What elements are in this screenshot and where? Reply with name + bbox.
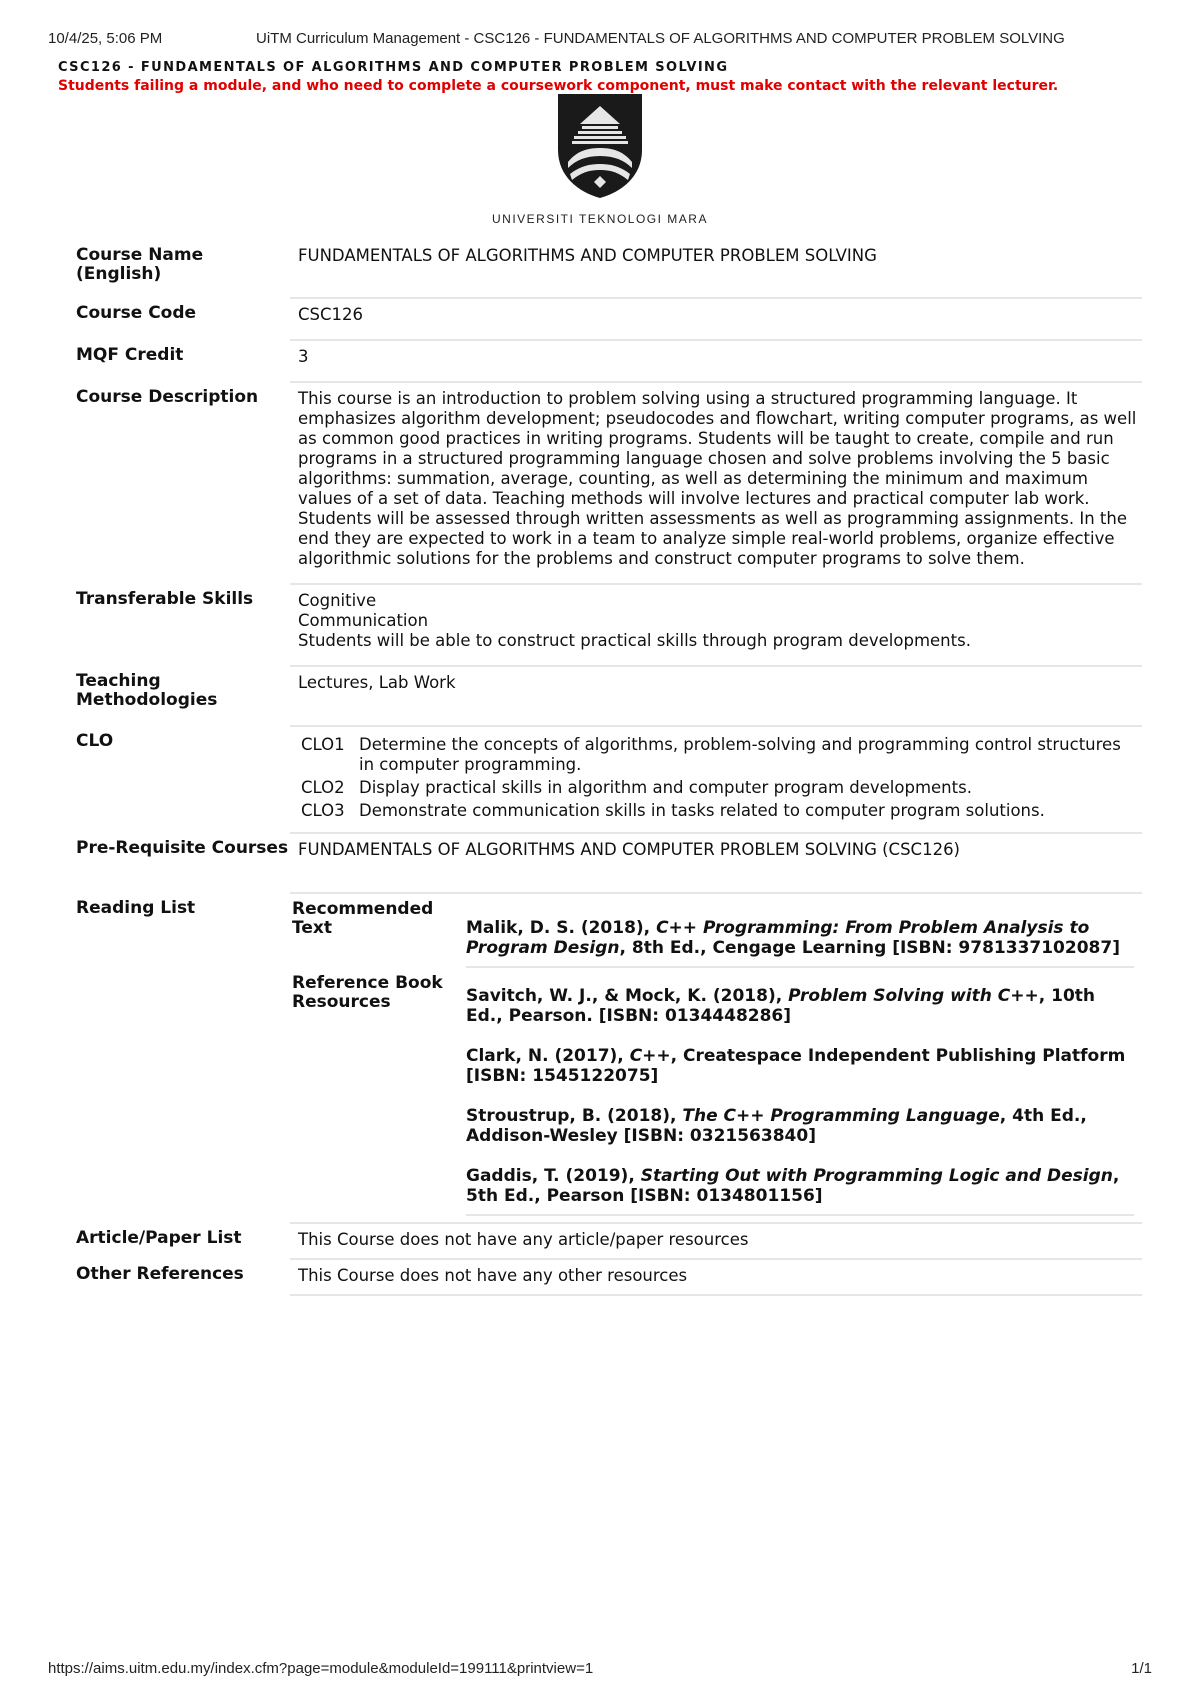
divider xyxy=(466,1214,1134,1216)
clo-item xyxy=(298,801,1138,824)
clo-label: CLO xyxy=(76,731,114,751)
course-name-value: FUNDAMENTALS OF ALGORITHMS AND COMPUTER PROBLEM SOLVING xyxy=(290,240,1142,298)
transferable-skills-label: Transferable Skills xyxy=(76,589,254,609)
warning-notice: Students failing a module, and who need to complete a coursework component, must make contact with the relevant lecturer. xyxy=(58,78,1059,94)
book-title: C++ Programming: From Problem Analysis to Program Design xyxy=(466,918,1090,958)
page-number: 1/1 xyxy=(1131,1660,1152,1677)
clo-text: Display practical skills in algorithm and computer program developments. xyxy=(359,778,972,797)
book-title: Starting Out with Programming Logic and Design xyxy=(640,1166,1113,1186)
row-teaching-methodologies xyxy=(70,666,1142,726)
skill-item: Cognitive xyxy=(298,591,377,610)
course-name-label: Course Name (English) xyxy=(76,245,204,284)
clo-text: Determine the concepts of algorithms, problem-solving and programming control structures in computer programming. xyxy=(359,735,1121,774)
row-article-list xyxy=(70,1223,1142,1259)
row-clo xyxy=(70,726,1142,833)
document-header xyxy=(58,60,1160,94)
mqf-credit-value: 3 xyxy=(290,340,1142,382)
mqf-credit-label: MQF Credit xyxy=(76,345,184,365)
clo-value xyxy=(290,726,1142,833)
course-details-table xyxy=(70,240,1142,1296)
book-title: The C++ Programming Language xyxy=(682,1106,1000,1126)
prerequisite-label: Pre-Requisite Courses xyxy=(76,838,289,858)
print-page-title: UiTM Curriculum Management - CSC126 - FUNDAMENTALS OF ALGORITHMS AND COMPUTER PROBLEM SOLVING xyxy=(256,30,1065,47)
other-references-value: This Course does not have any other resources xyxy=(290,1259,1142,1295)
article-list-label: Article/Paper List xyxy=(76,1228,242,1248)
clo-code: CLO1 xyxy=(301,735,345,754)
book-entry: Gaddis, T. (2019), Starting Out with Programming Logic and Design, 5th Ed., Pearson [ISBN: 0134801156] xyxy=(466,1166,1120,1206)
row-transferable-skills xyxy=(70,584,1142,666)
book-entry: Savitch, W. J., & Mock, K. (2018), Problem Solving with C++, 10th Ed., Pearson. [ISBN: 0134448286] xyxy=(466,986,1096,1026)
clo-item xyxy=(298,778,1138,801)
university-logo xyxy=(0,92,1200,200)
reading-list-label: Reading List xyxy=(76,898,196,918)
clo-item xyxy=(298,735,1138,778)
reference-books-label: Reference Book Resources xyxy=(292,973,443,1012)
article-list-value: This Course does not have any article/paper resources xyxy=(290,1223,1142,1259)
row-reading-list xyxy=(70,893,1142,1223)
reading-list-table xyxy=(290,894,1142,1216)
row-course-code xyxy=(70,298,1142,340)
reference-books-group xyxy=(290,968,1142,1216)
row-other-references xyxy=(70,1259,1142,1295)
clo-list xyxy=(298,735,1138,824)
course-code-value: CSC126 xyxy=(290,298,1142,340)
teaching-methodologies-label: Teaching Methodologies xyxy=(76,671,218,710)
university-name: UNIVERSITI TEKNOLOGI MARA xyxy=(492,212,708,226)
clo-code: CLO2 xyxy=(301,778,345,797)
clo-code: CLO3 xyxy=(301,801,345,820)
book-entry: Clark, N. (2017), C++, Createspace Independent Publishing Platform [ISBN: 1545122075] xyxy=(466,1046,1126,1086)
skill-item: Communication xyxy=(298,611,429,630)
university-crest-icon xyxy=(554,92,646,200)
skill-item: Students will be able to construct practical skills through program developments. xyxy=(298,631,971,650)
prerequisite-value: FUNDAMENTALS OF ALGORITHMS AND COMPUTER PROBLEM SOLVING (CSC126) xyxy=(290,833,1142,893)
teaching-methodologies-value: Lectures, Lab Work xyxy=(290,666,1142,726)
row-prerequisite xyxy=(70,833,1142,893)
book-entry: Stroustrup, B. (2018), The C++ Programming Language, 4th Ed., Addison-Wesley [ISBN: 0321563840] xyxy=(466,1106,1087,1146)
book-entry: Malik, D. S. (2018), C++ Programming: From Problem Analysis to Program Design, 8th Ed., Cengage Learning [ISBN: 9781337102087] xyxy=(466,918,1120,958)
course-heading: CSC126 - FUNDAMENTALS OF ALGORITHMS AND COMPUTER PROBLEM SOLVING xyxy=(58,60,729,75)
row-course-description xyxy=(70,382,1142,584)
reading-list-value xyxy=(290,893,1142,1223)
row-mqf-credit xyxy=(70,340,1142,382)
page-url[interactable]: https://aims.uitm.edu.my/index.cfm?page=module&moduleId=199111&printview=1 xyxy=(48,1660,594,1677)
book-title: Problem Solving with C++ xyxy=(788,986,1039,1006)
course-code-label: Course Code xyxy=(76,303,197,323)
recommended-text-group xyxy=(290,894,1142,968)
book-title: C++ xyxy=(629,1046,671,1066)
course-description-value: This course is an introduction to problem solving using a structured programming language. It emphasizes algorithm development; pseudocodes and flowchart, writing computer programs, as well as common good practices in writing programs. Students will be taught to create, compile and run programs in a structured programming language chosen and solve problems involving the 5 basic algorithms: summation, average, counting, as well as determining the minimum and maximum values of a set of data. Teaching methods will involve lectures and practical computer lab work. Students will be assessed through written assessments as well as programming assignments. In the end they are expected to work in a team to analyze simple real-world problems, organize effective algorithmic solutions for the problems and construct computer programs to solve them. xyxy=(290,382,1142,584)
other-references-label: Other References xyxy=(76,1264,244,1284)
row-course-name xyxy=(70,240,1142,298)
recommended-text-label: Recommended Text xyxy=(292,899,434,938)
clo-text: Demonstrate communication skills in tasks related to computer program solutions. xyxy=(359,801,1045,820)
transferable-skills-value xyxy=(290,584,1142,666)
course-description-label: Course Description xyxy=(76,387,259,407)
print-date: 10/4/25, 5:06 PM xyxy=(48,30,163,47)
